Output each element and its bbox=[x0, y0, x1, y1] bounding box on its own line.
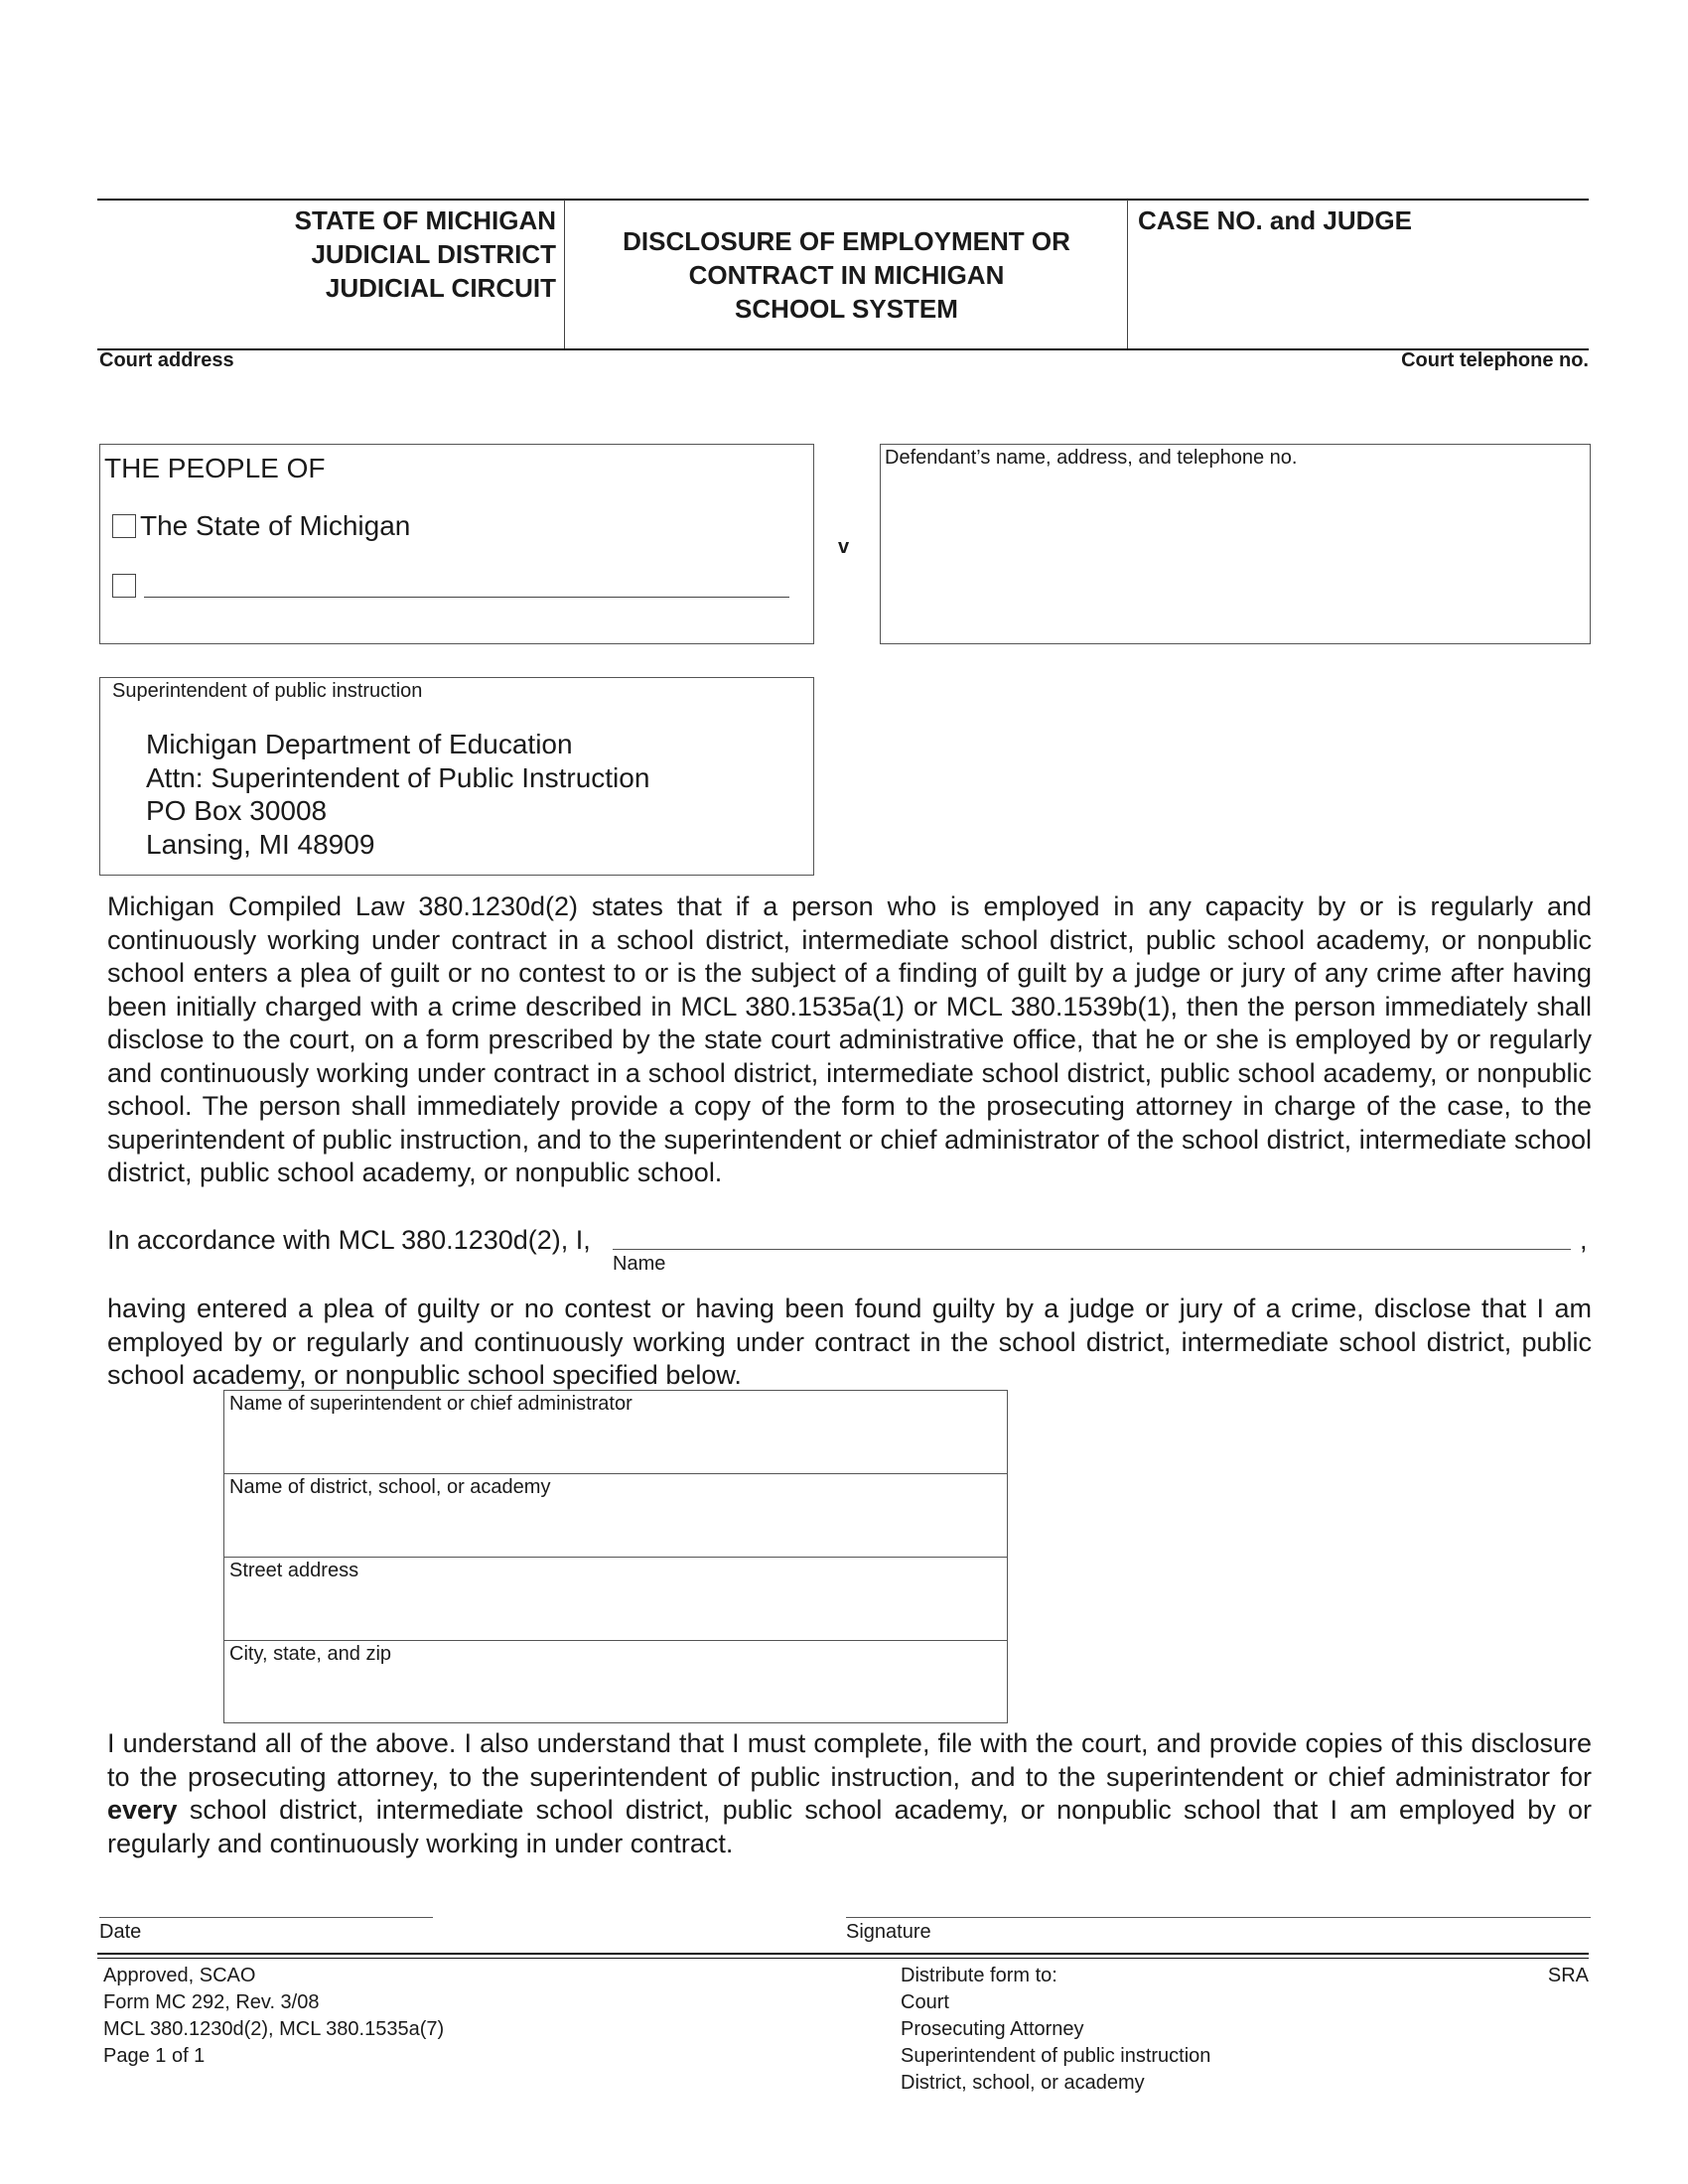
judicial-circuit: JUDICIAL CIRCUIT bbox=[325, 273, 556, 303]
signature-label: Signature bbox=[846, 1921, 931, 1943]
disclosure-paragraph: having entered a plea of guilty or no contest or having been found guilty by a judge or jury of a crime, disclose that I am employed by or regularly and continuously working under contract in the school district, intermediate school district, public school academy, or nonpublic school specified below. bbox=[107, 1294, 1592, 1390]
form-number: Form MC 292, Rev. 3/08 bbox=[103, 1991, 320, 2013]
distribute-item: Prosecuting Attorney bbox=[901, 2018, 1084, 2040]
header-divider-right bbox=[1127, 200, 1128, 348]
city-state-zip-label: City, state, and zip bbox=[229, 1643, 392, 1665]
distribute-label: Distribute form to: bbox=[901, 1965, 1057, 1986]
statute-paragraph: Michigan Compiled Law 380.1230d(2) states that if a person who is employed in any capacity by or is regularly and continuously working under contract in a school district, intermediate school district, public school academy, or nonpublic school enters a plea of guilt or no contest to or is the subject of a finding of guilt by a judge or jury of any crime after having been initially charged with a crime described in MCL 380.1535a(1) or MCL 380.1539b(1), then the person immediately shall disclose to the court, on a form prescribed by the state court administrative office, that he or she is employed by or regularly and continuously working under contract in a school district, intermediate school district, public school academy, or nonpublic school. The person shall immediately provide a copy of the form to the prosecuting attorney in charge of the case, to the superintendent of public instruction, and to the superintendent or chief administrator of the school district, intermediate school district, public school academy, or nonpublic school. bbox=[107, 891, 1592, 1187]
court-telephone-label: Court telephone no. bbox=[1401, 349, 1589, 371]
distribute-item: Superintendent of public instruction bbox=[901, 2045, 1211, 2067]
superintendent-name-field[interactable] bbox=[224, 1391, 1007, 1474]
signature-field[interactable] bbox=[846, 1917, 1591, 1918]
case-number-judge-label: CASE NO. and JUDGE bbox=[1138, 205, 1412, 235]
distribute-item: District, school, or academy bbox=[901, 2072, 1145, 2094]
acknowledgement-end: school district, intermediate school district, public school academy, or nonpublic school that I am employed by or regularly and continuously working in under contract. bbox=[107, 1795, 1592, 1858]
other-plaintiff-option[interactable] bbox=[112, 574, 789, 598]
district-name-label: Name of district, school, or academy bbox=[229, 1476, 551, 1498]
city-state-zip-field[interactable] bbox=[224, 1641, 1007, 1724]
school-info-table bbox=[223, 1390, 1008, 1723]
court-address-label: Court address bbox=[99, 349, 234, 371]
accordance-suffix: , bbox=[1580, 1225, 1588, 1255]
distribute-item: Court bbox=[901, 1991, 949, 2013]
court-identification bbox=[109, 204, 556, 305]
acknowledgement-start: I understand all of the above. I also understand that I must complete, file with the court, and provide copies of this disclosure to the prosecuting attorney, to the superintendent of public instruction, and to the superintendent or chief administrator for bbox=[107, 1728, 1592, 1792]
form-title bbox=[566, 224, 1127, 326]
superintendent-name-label: Name of superintendent or chief administrator bbox=[229, 1393, 633, 1415]
people-of-label: THE PEOPLE OF bbox=[104, 453, 326, 483]
judicial-district: JUDICIAL DISTRICT bbox=[311, 239, 556, 269]
form-info bbox=[103, 1963, 444, 2070]
street-address-field[interactable] bbox=[224, 1558, 1007, 1641]
footer-rule-thin bbox=[97, 1958, 1589, 1959]
date-field[interactable] bbox=[99, 1917, 433, 1918]
header-top-rule bbox=[97, 199, 1589, 201]
name-field[interactable] bbox=[613, 1249, 1571, 1250]
superintendent-address-line: PO Box 30008 bbox=[146, 795, 328, 826]
superintendent-address-line: Attn: Superintendent of Public Instruction bbox=[146, 761, 650, 793]
mcl-citation: MCL 380.1230d(2), MCL 380.1535a(7) bbox=[103, 2018, 445, 2040]
state-of-michigan-option[interactable] bbox=[112, 510, 410, 542]
state-of-michigan-checkbox[interactable] bbox=[112, 514, 136, 538]
header-divider-left bbox=[564, 200, 565, 348]
street-address-label: Street address bbox=[229, 1560, 359, 1581]
other-plaintiff-field[interactable] bbox=[144, 575, 789, 598]
defendant-box[interactable] bbox=[880, 444, 1591, 644]
superintendent-label: Superintendent of public instruction bbox=[112, 680, 423, 702]
page-number: Page 1 of 1 bbox=[103, 2045, 206, 2067]
name-caption: Name bbox=[613, 1253, 666, 1275]
form-title-line-3: SCHOOL SYSTEM bbox=[735, 294, 958, 324]
approved-scao: Approved, SCAO bbox=[103, 1965, 256, 1986]
versus-label: v bbox=[838, 536, 850, 558]
superintendent-address-line: Michigan Department of Education bbox=[146, 729, 573, 759]
plaintiff-box bbox=[99, 444, 814, 644]
form-title-line-1: DISCLOSURE OF EMPLOYMENT OR bbox=[623, 226, 1070, 256]
superintendent-address-line: Lansing, MI 48909 bbox=[146, 828, 375, 860]
acknowledgement-paragraph bbox=[107, 1727, 1592, 1860]
state-of-michigan-label: The State of Michigan bbox=[140, 510, 411, 541]
state-name: STATE OF MICHIGAN bbox=[294, 205, 556, 235]
other-plaintiff-checkbox[interactable] bbox=[112, 574, 136, 598]
accordance-prefix: In accordance with MCL 380.1230d(2), I, bbox=[107, 1225, 591, 1255]
superintendent-address bbox=[146, 728, 649, 861]
superintendent-box bbox=[99, 677, 814, 876]
acknowledgement-emphasis: every bbox=[107, 1795, 178, 1825]
form-title-line-2: CONTRACT IN MICHIGAN bbox=[688, 260, 1005, 290]
distribution-list bbox=[901, 1963, 1210, 2097]
sra-code: SRA bbox=[1547, 1965, 1589, 1986]
case-number-field[interactable] bbox=[1138, 238, 1585, 342]
district-name-field[interactable] bbox=[224, 1474, 1007, 1558]
defendant-label: Defendant’s name, address, and telephone no. bbox=[885, 447, 1298, 469]
header-bottom-rule bbox=[97, 348, 1589, 350]
footer-rule bbox=[97, 1953, 1589, 1955]
date-label: Date bbox=[99, 1921, 142, 1943]
